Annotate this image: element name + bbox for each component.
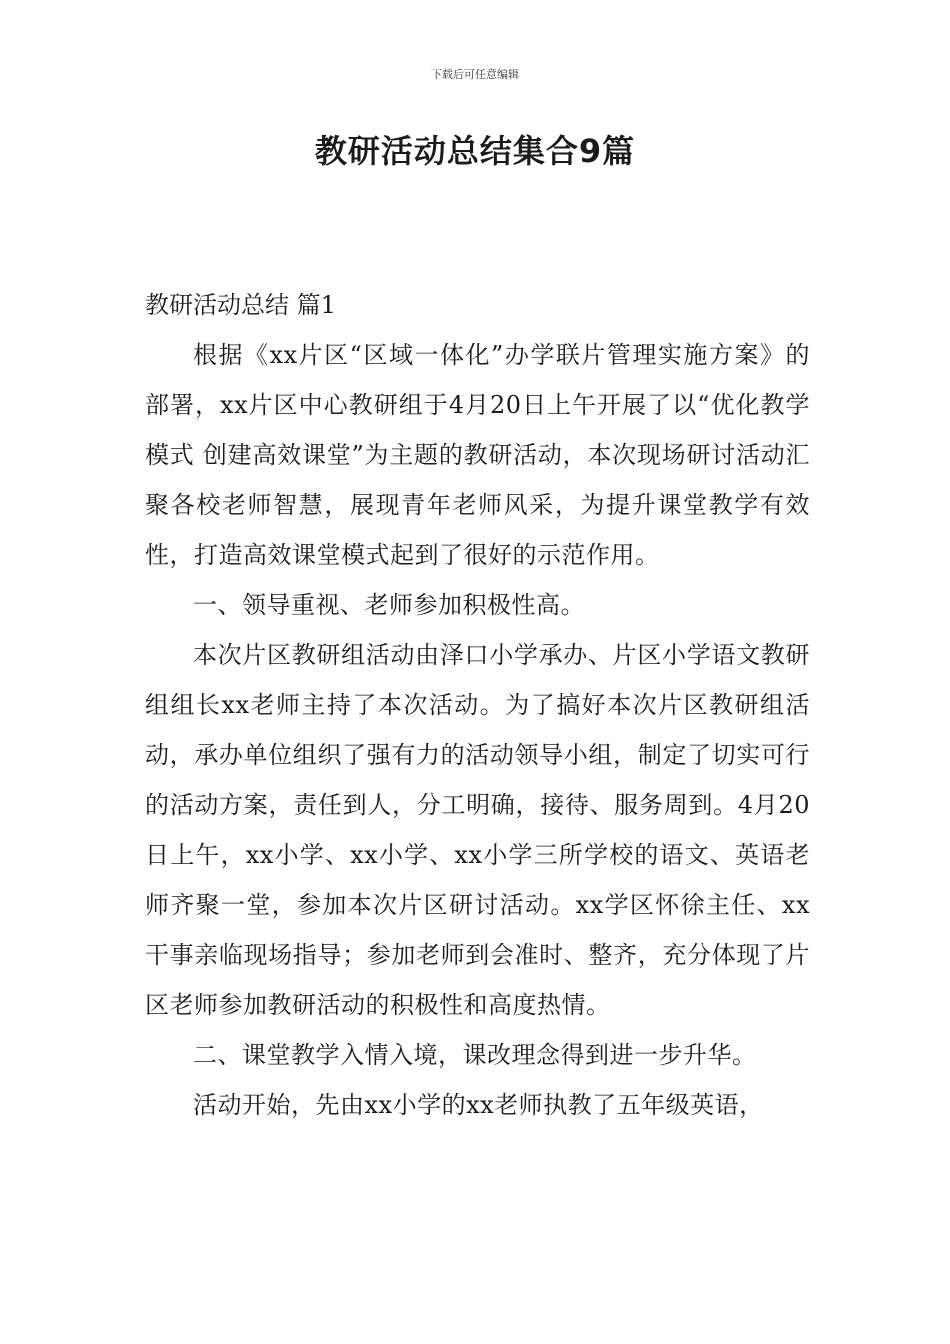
paragraph-point-two-heading: 二、课堂教学入情入境，课改理念得到进一步升华。 xyxy=(193,1041,757,1069)
document-body xyxy=(145,280,810,1130)
paragraph-intro: 根据《xx片区“区域一体化”办学联片管理实施方案》的部署，xx片区中心教研组于4月20日上午开展了以“优化教学模式 创建高效课堂”为主题的教研活动，本次现场研讨活动汇聚各校老师智慧，展现青年老师风采，为提升课堂教学有效性，打造高效课堂模式起到了很好的示范作用。 xyxy=(145,341,810,569)
paragraph-point-one-body: 本次片区教研组活动由泽口小学承办、片区小学语文教研组组长xx老师主持了本次活动。为了搞好本次片区教研组活动，承办单位组织了强有力的活动领导小组，制定了切实可行的活动方案，责任到人，分工明确，接待、服务周到。4月20日上午，xx小学、xx小学、xx小学三所学校的语文、英语老师齐聚一堂，参加本次片区研讨活动。xx学区怀徐主任、xx干事亲临现场指导；参加老师到会准时、整齐，充分体现了片区老师参加教研活动的积极性和高度热情。 xyxy=(145,641,810,1019)
paragraph-point-one-heading: 一、领导重视、老师参加积极性高。 xyxy=(193,591,585,619)
section-heading: 教研活动总结 篇1 xyxy=(145,291,336,319)
header-note: 下载后可任意编辑 xyxy=(431,68,519,81)
paragraph-point-two-body: 活动开始，先由xx小学的xx老师执教了五年级英语， xyxy=(193,1091,764,1119)
document-title: 教研活动总结集合9篇 xyxy=(314,132,636,170)
